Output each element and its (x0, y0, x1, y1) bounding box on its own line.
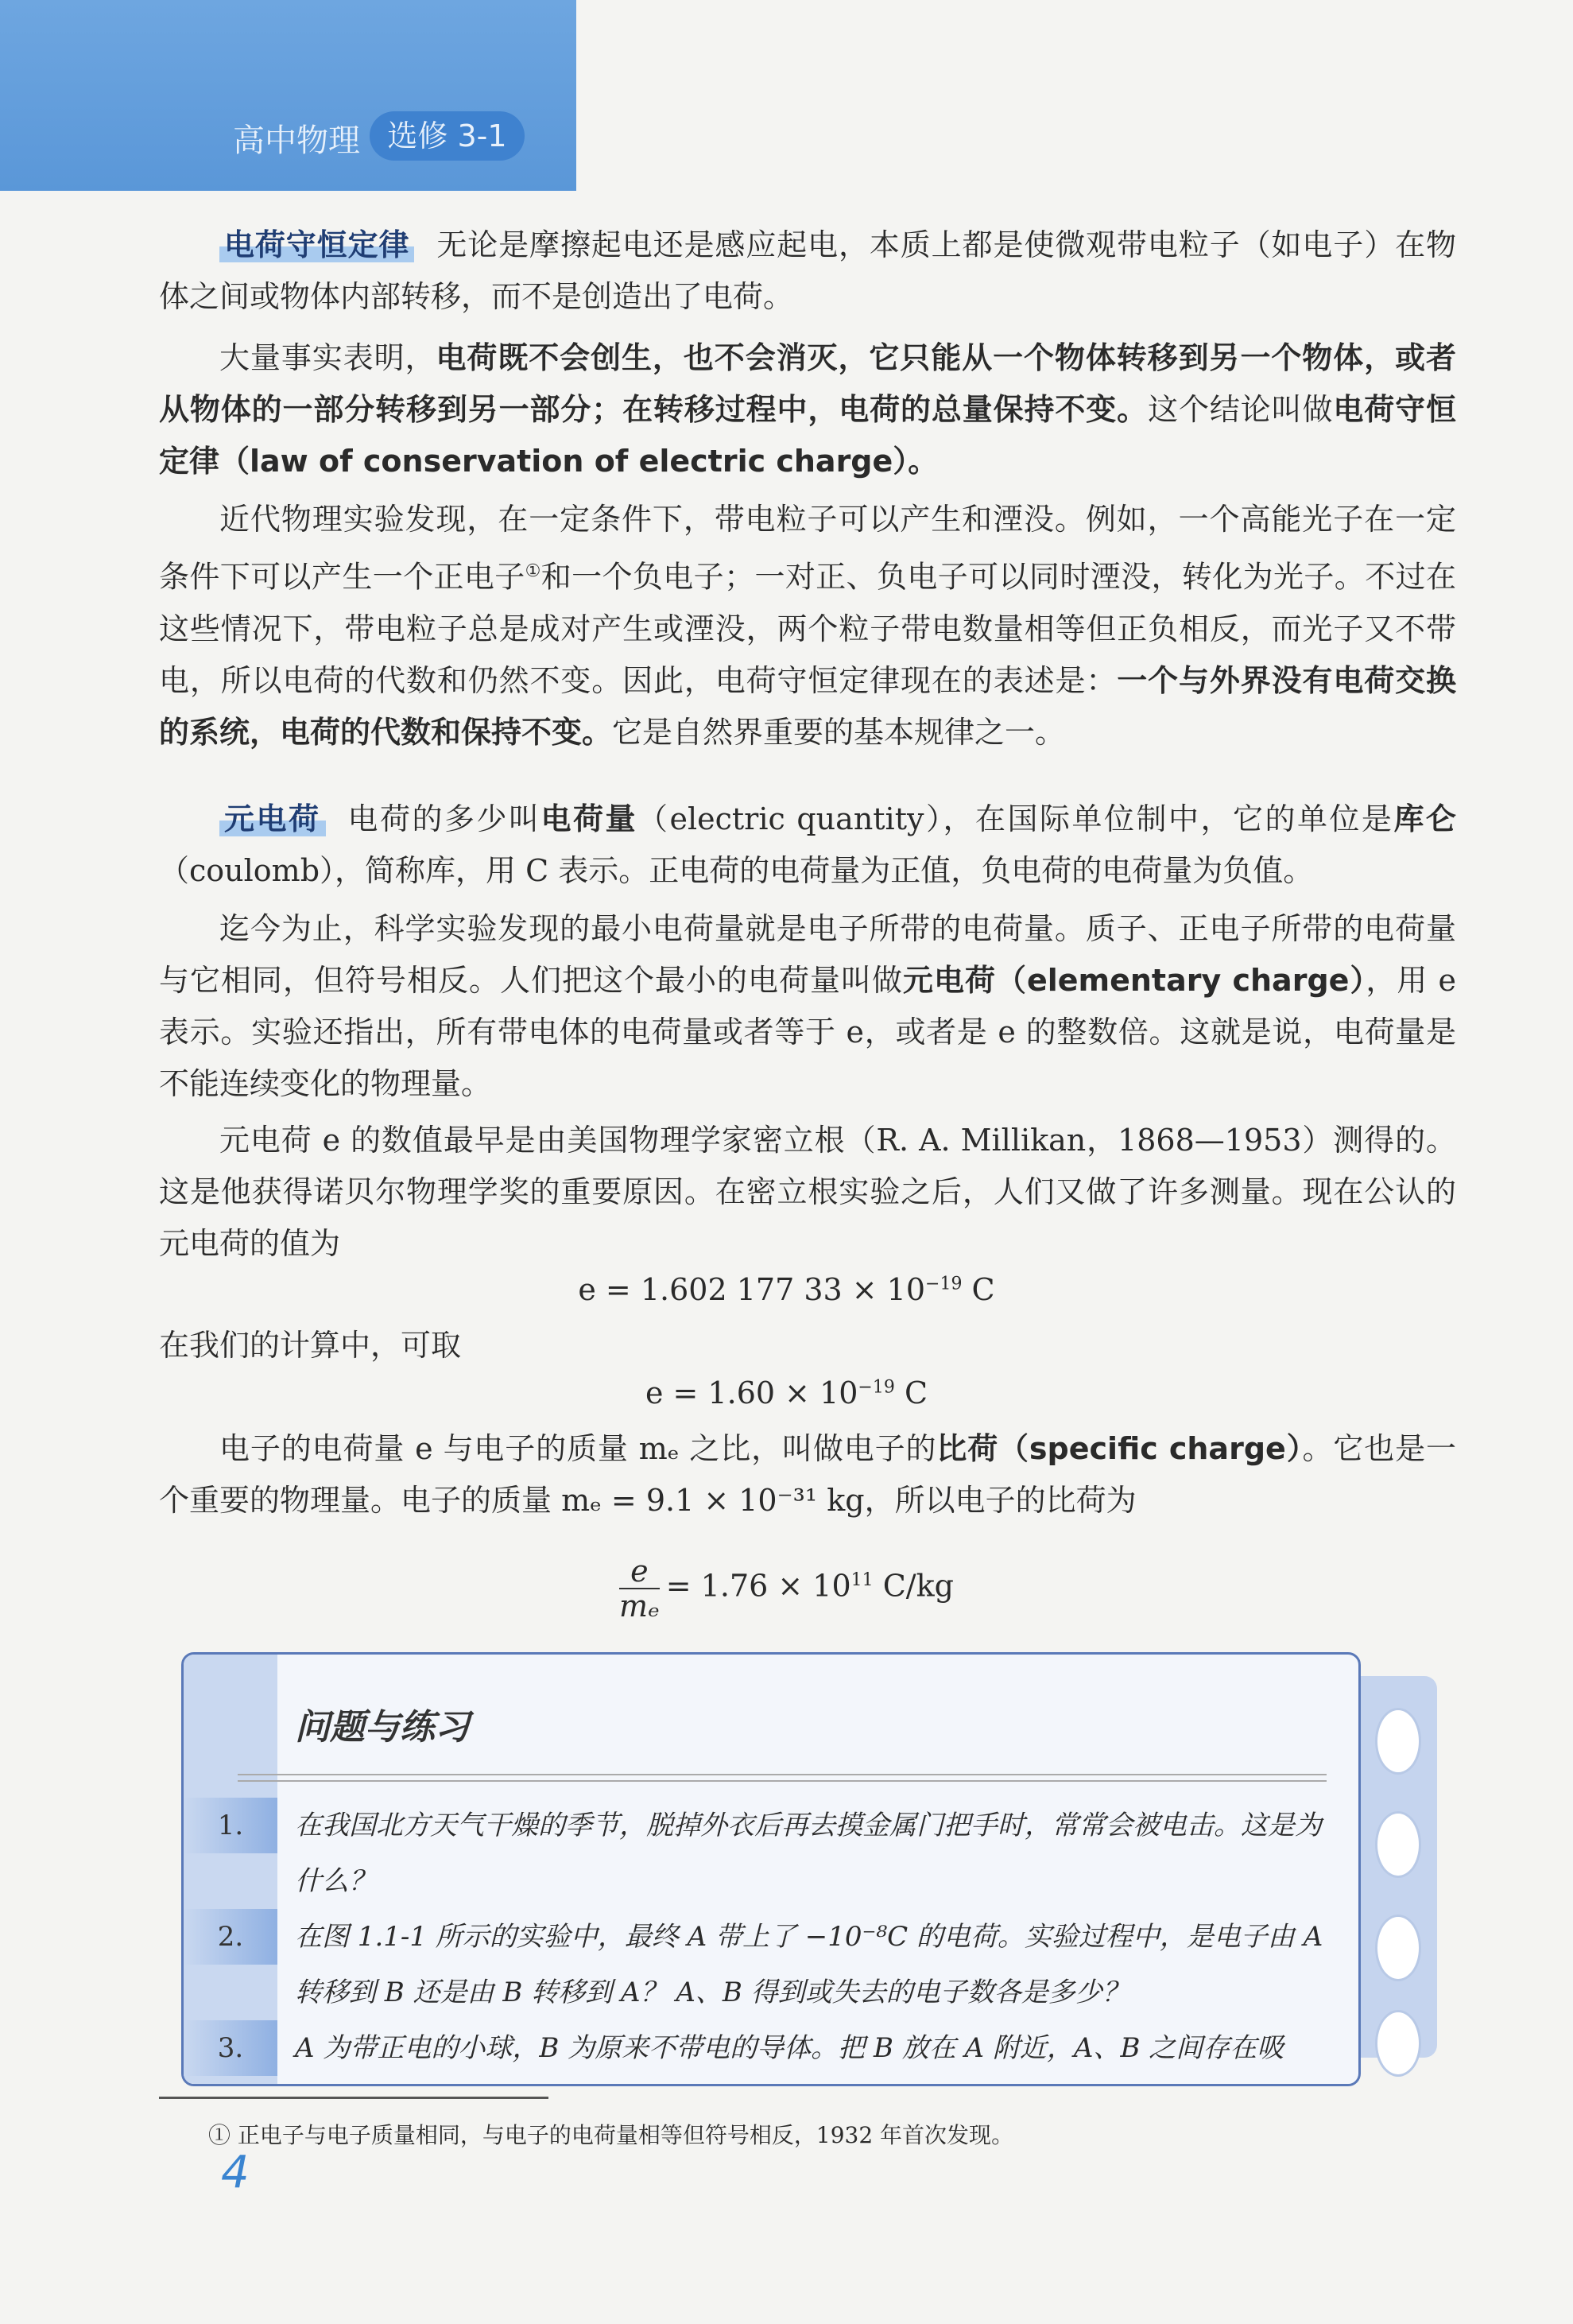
paragraph (159, 494, 1456, 759)
ring-hole-icon (1375, 1915, 1421, 1981)
exercise-number: 2. (184, 1909, 277, 1965)
bold-text: 电荷守恒定律 (159, 392, 1456, 479)
volume-badge: 选修 3-1 (370, 111, 525, 161)
paragraph (159, 1115, 1456, 1270)
eq-text: = 1.76 × 10 (665, 1568, 851, 1604)
bold-text: （law of conservation of electric charge）。 (219, 444, 939, 479)
equation-e-precise (0, 1272, 1573, 1307)
footnote-ref[interactable]: ① (525, 561, 541, 581)
numerator: e (619, 1554, 660, 1589)
ring-hole-icon (1375, 1811, 1421, 1878)
exercise-item (184, 2020, 1336, 2076)
paragraph (159, 332, 1456, 487)
section-elementary-charge (159, 793, 1456, 1270)
text: 电子的电荷量 e 与电子的质量 mₑ 之比，叫做电子的 (219, 1431, 937, 1466)
text: 它是自然界重要的基本规律之一。 (612, 714, 1066, 750)
header-band (0, 0, 576, 191)
exercises-title: 问题与练习 (295, 1707, 470, 1748)
text: 在我们的计算中，可取 (159, 1328, 462, 1363)
bold-text: 电荷既不会创生，也不会消灭，它只能从一个物体转移到另一个物体，或者从物体的一部分转移到另一部分；在转移过程中，电荷的总量保持不变。 (159, 340, 1456, 427)
footnote: ① 正电子与电子质量相同，与电子的电荷量相等但符号相反，1932 年首次发现。 (208, 2122, 1014, 2148)
exercise-number: 3. (184, 2020, 277, 2076)
ring-hole-icon (1375, 1708, 1421, 1775)
text: （coulomb），简称库，用 C 表示。正电荷的电荷量为正值，负电荷的电荷量为负值。 (159, 853, 1314, 888)
exercise-item (184, 1798, 1336, 1909)
bold-text: 一个与外界没有电荷交换的系统，电荷的代数和保持不变。 (159, 662, 1456, 750)
paragraph (159, 793, 1456, 897)
book-title: 高中物理 (233, 122, 360, 159)
text: 这个结论叫做 (1148, 392, 1334, 427)
paragraph-specific-charge (159, 1423, 1456, 1527)
ring-hole-icon (1375, 2010, 1421, 2077)
section-term: 电荷守恒定律 (219, 227, 414, 262)
eq-unit: C (894, 1375, 928, 1410)
equation-specific-charge (0, 1554, 1573, 1623)
exercise-text: 在我国北方天气干燥的季节，脱掉外衣后再去摸金属门把手时，常常会被电击。这是为什么？ (295, 1810, 1322, 1897)
paragraph (159, 219, 1456, 323)
exercise-text: 在图 1.1-1 所示的实验中，最终 A 带上了 −10⁻⁸C 的电荷。实验过程中，是电子由 A 转移到 B 还是由 B 转移到 A？ A、B 得到或失去的电子数各是多少？ (295, 1921, 1323, 2008)
eq-unit: C (962, 1272, 995, 1307)
eq-exponent: −19 (858, 1377, 895, 1398)
exercise-number: 1. (184, 1798, 277, 1853)
equation-e-approx (0, 1375, 1573, 1410)
text: ，用 e 表示。实验还指出，所有带电体的电荷量或者等于 e，或者是 e 的整数倍。这就是说，电荷量是不能连续变化的物理量。 (159, 963, 1456, 1101)
text: 迄今为止，科学实验发现的最小电荷量就是电子所带的电荷量。质子、正电子所带的电荷量与它相同，但符号相反。人们把这个最小的电荷量叫做 (159, 911, 1456, 998)
exercise-item (184, 1909, 1336, 2020)
section-term: 元电荷 (219, 801, 326, 836)
paragraph (159, 903, 1456, 1110)
paragraph-approx (159, 1320, 1456, 1372)
divider (238, 1774, 1327, 1782)
text: （electric quantity），在国际单位制中，它的单位是 (637, 801, 1394, 836)
bold-text: 比荷（specific charge） (936, 1431, 1303, 1466)
text: 无论是摩擦起电还是感应起电，本质上都是使微观带电粒子（如电子）在物体之间或物体内部转移，而不是创造出了电荷。 (159, 227, 1456, 314)
text: 近代物理实验发现，在一定条件下，带电粒子可以产生和湮没。例如，一个高能光子在一定条件下可以产生一个正电子 (159, 502, 1456, 595)
eq-unit: C/kg (873, 1568, 954, 1604)
exercise-text: A 为带正电的小球，B 为原来不带电的导体。把 B 放在 A 附近，A、B 之间存在吸 (295, 2032, 1284, 2064)
bold-text: 元电荷（elementary charge） (902, 963, 1366, 998)
text: 电荷的多少叫 (347, 801, 541, 836)
eq-text: e = 1.60 × 10 (645, 1375, 858, 1410)
denominator: mₑ (619, 1589, 660, 1624)
exercises-box (181, 1652, 1361, 2086)
eq-exponent: 11 (850, 1569, 874, 1590)
paragraph (159, 1423, 1456, 1527)
text: 。它也是一个重要的物理量。电子的质量 mₑ = 9.1 × 10⁻³¹ kg，所以电子的比荷为 (159, 1431, 1456, 1518)
eq-text: e = 1.602 177 33 × 10 (578, 1272, 926, 1307)
notebook-tab-strip (1358, 1676, 1437, 2058)
bold-text: 库仑 (1393, 801, 1456, 836)
text: 和一个负电子；一对正、负电子可以同时湮没，转化为光子。不过在这些情况下，带电粒子总是成对产生或湮没，两个粒子带电数量相等但正负相反，而光子又不带电，所以电荷的代数和仍然不变。因此，电荷守恒定律现在的表述是： (159, 559, 1456, 698)
footnote-divider (159, 2097, 548, 2099)
bold-text: 电荷量 (540, 801, 637, 836)
text: 大量事实表明， (219, 340, 436, 375)
page-number: 4 (221, 2147, 250, 2198)
fraction (619, 1554, 660, 1623)
section-charge-conservation (159, 219, 1456, 759)
eq-exponent: −19 (925, 1274, 963, 1294)
text: 元电荷 e 的数值最早是由美国物理学家密立根（R. A. Millikan，1868—1953）测得的。这是他获得诺贝尔物理学奖的重要原因。在密立根实验之后，人们又做了许多测量。现在公认的元电荷的值为 (159, 1123, 1456, 1261)
